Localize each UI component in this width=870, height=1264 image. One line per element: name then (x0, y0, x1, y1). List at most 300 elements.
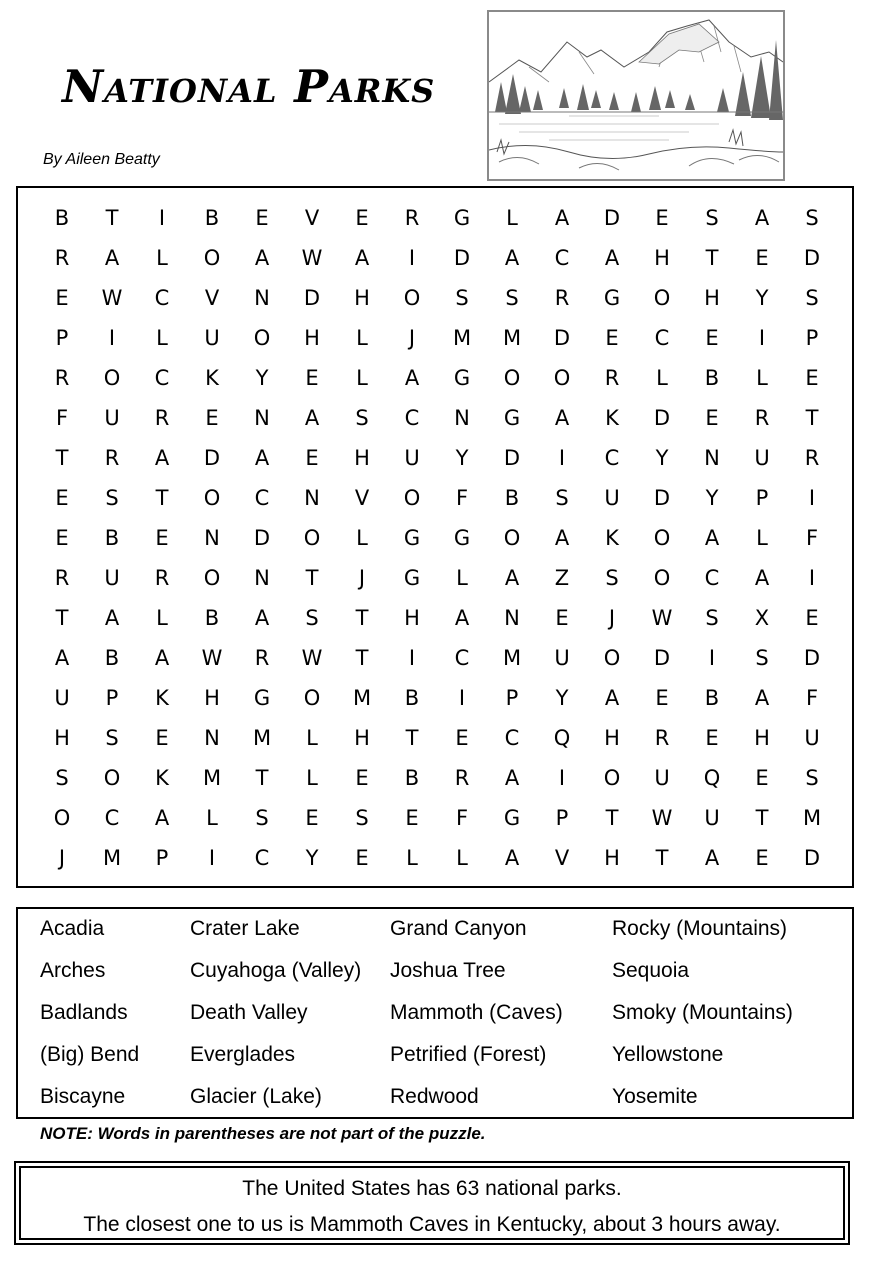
grid-letter: C (404, 406, 420, 430)
grid-letter: F (805, 526, 819, 550)
fact-box-inner (19, 1166, 845, 1240)
grid-letter: R (154, 566, 170, 590)
grid-row (18, 598, 852, 638)
grid-letter: R (254, 646, 270, 670)
grid-letter: P (755, 486, 769, 510)
grid-letter: T (155, 486, 169, 510)
grid-letter: M (352, 686, 372, 710)
grid-letter: A (754, 686, 770, 710)
grid-letter: E (305, 806, 319, 830)
grid-letter: M (252, 726, 272, 750)
grid-letter: U (754, 446, 770, 470)
grid-letter: R (554, 286, 570, 310)
grid-letter: F (805, 686, 819, 710)
grid-letter: J (358, 566, 366, 590)
grid-letter: A (504, 846, 520, 870)
grid-letter: U (654, 766, 670, 790)
grid-letter: S (255, 806, 269, 830)
grid-letter: E (205, 406, 219, 430)
grid-letter: A (504, 246, 520, 270)
grid-letter: T (255, 766, 269, 790)
page-title: National Parks (62, 60, 436, 113)
grid-letter: H (754, 726, 770, 750)
grid-letter: A (704, 526, 720, 550)
grid-letter: U (404, 446, 420, 470)
grid-letter: J (608, 606, 616, 630)
grid-letter: E (155, 526, 169, 550)
word-list-item: Arches (40, 959, 106, 982)
grid-letter: H (204, 686, 220, 710)
grid-letter: O (203, 566, 221, 590)
grid-letter: O (503, 526, 521, 550)
grid-letter: P (505, 686, 519, 710)
grid-letter: D (603, 206, 621, 230)
grid-letter: S (805, 766, 819, 790)
grid-letter: Z (554, 566, 570, 590)
word-list-item: Sequoia (612, 959, 690, 982)
grid-letter: B (104, 526, 120, 550)
grid-letter: O (653, 566, 671, 590)
grid-letter: U (804, 726, 820, 750)
grid-letter: L (456, 846, 468, 870)
grid-row (18, 238, 852, 278)
grid-letter: K (205, 366, 219, 390)
grid-letter: L (456, 566, 468, 590)
grid-letter: I (708, 646, 716, 670)
grid-letter: T (655, 846, 669, 870)
grid-letter: L (156, 246, 168, 270)
grid-letter: E (755, 846, 769, 870)
grid-letter: D (203, 446, 221, 470)
grid-letter: A (104, 246, 120, 270)
grid-row (18, 398, 852, 438)
grid-letter: K (605, 526, 619, 550)
grid-letter: W (651, 606, 673, 630)
grid-letter: L (506, 206, 518, 230)
grid-letter: D (553, 326, 571, 350)
grid-letter: L (356, 366, 368, 390)
grid-letter: D (653, 486, 671, 510)
grid-row (18, 318, 852, 358)
grid-letter: E (305, 366, 319, 390)
grid-letter: L (356, 526, 368, 550)
grid-letter: T (55, 606, 69, 630)
grid-letter: K (155, 766, 169, 790)
grid-letter: S (355, 406, 369, 430)
grid-row (18, 678, 852, 718)
grid-letter: S (55, 766, 69, 790)
grid-letter: A (254, 446, 270, 470)
grid-letter: W (301, 246, 323, 270)
grid-letter: E (655, 206, 669, 230)
grid-letter: A (704, 846, 720, 870)
grid-letter: E (555, 606, 569, 630)
grid-letter: N (454, 406, 470, 430)
grid-letter: D (803, 646, 821, 670)
word-list (16, 907, 854, 1119)
grid-letter: O (103, 366, 121, 390)
grid-letter: L (156, 606, 168, 630)
grid-letter: W (101, 286, 123, 310)
grid-letter: C (104, 806, 120, 830)
grid-letter: A (154, 446, 170, 470)
grid-letter: I (108, 326, 116, 350)
grid-letter: C (604, 446, 620, 470)
grid-letter: B (204, 206, 220, 230)
grid-letter: A (304, 406, 320, 430)
grid-letter: T (305, 566, 319, 590)
grid-letter: S (755, 646, 769, 670)
grid-row (18, 358, 852, 398)
grid-letter: M (802, 806, 822, 830)
grid-letter: E (55, 526, 69, 550)
grid-letter: N (254, 566, 270, 590)
grid-letter: G (503, 806, 521, 830)
grid-letter: S (305, 606, 319, 630)
grid-row (18, 518, 852, 558)
grid-letter: M (202, 766, 222, 790)
grid-letter: A (604, 686, 620, 710)
word-list-item: Badlands (40, 1001, 128, 1024)
grid-letter: T (105, 206, 119, 230)
grid-letter: C (654, 326, 670, 350)
grid-letter: U (604, 486, 620, 510)
grid-letter: Y (255, 366, 269, 390)
grid-letter: A (154, 646, 170, 670)
grid-letter: O (203, 486, 221, 510)
word-list-item: Yosemite (612, 1085, 698, 1108)
grid-letter: E (155, 726, 169, 750)
grid-letter: A (554, 406, 570, 430)
grid-letter: N (204, 726, 220, 750)
grid-letter: O (653, 286, 671, 310)
grid-letter: H (704, 286, 720, 310)
grid-letter: Y (555, 686, 569, 710)
grid-letter: R (654, 726, 670, 750)
grid-letter: E (705, 406, 719, 430)
grid-letter: N (504, 606, 520, 630)
grid-letter: B (704, 686, 720, 710)
word-list-item: Yellowstone (612, 1043, 724, 1066)
grid-letter: N (304, 486, 320, 510)
grid-letter: I (208, 846, 216, 870)
grid-letter: V (354, 486, 370, 510)
grid-letter: O (653, 526, 671, 550)
grid-letter: A (504, 566, 520, 590)
grid-letter: E (605, 326, 619, 350)
grid-row (18, 278, 852, 318)
grid-letter: B (204, 606, 220, 630)
grid-letter: B (54, 206, 70, 230)
word-list-item: Mammoth (Caves) (390, 1001, 563, 1024)
grid-letter: D (653, 646, 671, 670)
grid-letter: F (455, 486, 469, 510)
grid-letter: Y (655, 446, 669, 470)
grid-letter: S (355, 806, 369, 830)
word-list-item: Everglades (190, 1043, 296, 1066)
grid-letter: E (705, 326, 719, 350)
grid-letter: A (504, 766, 520, 790)
grid-letter: B (404, 766, 420, 790)
grid-letter: E (655, 686, 669, 710)
grid-letter: E (355, 846, 369, 870)
grid-letter: G (453, 366, 471, 390)
grid-letter: H (604, 726, 620, 750)
grid-letter: C (704, 566, 720, 590)
grid-letter: I (758, 326, 766, 350)
grid-letter: Y (455, 446, 469, 470)
grid-letter: L (206, 806, 218, 830)
grid-letter: H (354, 726, 370, 750)
grid-letter: T (705, 246, 719, 270)
grid-letter: E (355, 766, 369, 790)
grid-letter: A (254, 606, 270, 630)
grid-letter: P (55, 326, 69, 350)
grid-letter: A (554, 206, 570, 230)
word-list-item: Crater Lake (190, 917, 300, 940)
grid-letter: O (203, 246, 221, 270)
grid-letter: T (805, 406, 819, 430)
grid-letter: M (452, 326, 472, 350)
grid-letter: H (404, 606, 420, 630)
grid-letter: J (408, 326, 416, 350)
grid-letter: N (254, 406, 270, 430)
grid-letter: L (156, 326, 168, 350)
fact-box (14, 1161, 850, 1245)
grid-letter: O (553, 366, 571, 390)
grid-letter: G (253, 686, 271, 710)
grid-letter: R (404, 206, 420, 230)
grid-letter: O (303, 526, 321, 550)
grid-row (18, 838, 852, 878)
grid-letter: A (254, 246, 270, 270)
grid-letter: A (754, 206, 770, 230)
grid-letter: U (54, 686, 70, 710)
word-list-item: Joshua Tree (390, 959, 506, 982)
grid-letter: V (304, 206, 320, 230)
grid-letter: P (805, 326, 819, 350)
grid-letter: A (54, 646, 70, 670)
grid-letter: E (455, 726, 469, 750)
grid-letter: S (105, 486, 119, 510)
grid-letter: G (403, 566, 421, 590)
grid-letter: Y (305, 846, 319, 870)
grid-letter: T (605, 806, 619, 830)
grid-letter: A (354, 246, 370, 270)
grid-letter: R (154, 406, 170, 430)
grid-letter: S (805, 206, 819, 230)
grid-letter: B (704, 366, 720, 390)
grid-letter: L (356, 326, 368, 350)
grid-row (18, 558, 852, 598)
grid-letter: I (558, 446, 566, 470)
grid-letter: G (503, 406, 521, 430)
grid-letter: U (554, 646, 570, 670)
grid-letter: U (704, 806, 720, 830)
grid-letter: S (705, 206, 719, 230)
grid-letter: A (554, 526, 570, 550)
grid-letter: J (58, 846, 66, 870)
grid-letter: Y (755, 286, 769, 310)
grid-letter: D (803, 246, 821, 270)
grid-letter: E (305, 446, 319, 470)
grid-letter: S (505, 286, 519, 310)
grid-row (18, 438, 852, 478)
grid-letter: D (303, 286, 321, 310)
word-list-item: Acadia (40, 917, 105, 940)
grid-letter: R (54, 246, 70, 270)
grid-letter: X (754, 606, 770, 630)
grid-letter: R (804, 446, 820, 470)
grid-letter: C (554, 246, 570, 270)
grid-letter: E (805, 366, 819, 390)
grid-letter: O (103, 766, 121, 790)
grid-letter: O (53, 806, 71, 830)
grid-letter: I (458, 686, 466, 710)
grid-letter: G (603, 286, 621, 310)
grid-letter: W (201, 646, 223, 670)
grid-letter: O (403, 286, 421, 310)
grid-letter: C (154, 366, 170, 390)
grid-letter: R (454, 766, 470, 790)
grid-letter: A (454, 606, 470, 630)
grid-letter: D (253, 526, 271, 550)
grid-row (18, 638, 852, 678)
grid-letter: V (204, 286, 220, 310)
grid-letter: F (455, 806, 469, 830)
grid-letter: A (154, 806, 170, 830)
grid-letter: G (453, 526, 471, 550)
grid-letter: H (54, 726, 70, 750)
grid-letter: H (354, 286, 370, 310)
word-list-item: Redwood (390, 1085, 479, 1108)
grid-row (18, 798, 852, 838)
grid-letter: S (805, 286, 819, 310)
grid-letter: E (755, 766, 769, 790)
grid-letter: E (55, 286, 69, 310)
grid-letter: U (104, 406, 120, 430)
author-byline: By Aileen Beatty (43, 151, 160, 168)
word-list-item: (Big) Bend (40, 1043, 140, 1066)
grid-letter: U (104, 566, 120, 590)
word-list-item: Biscayne (40, 1085, 126, 1108)
grid-letter: V (554, 846, 570, 870)
grid-letter: L (756, 526, 768, 550)
grid-letter: Q (553, 726, 571, 750)
grid-letter: R (54, 366, 70, 390)
grid-letter: R (604, 366, 620, 390)
grid-letter: S (705, 606, 719, 630)
grid-letter: N (204, 526, 220, 550)
word-list-item: Grand Canyon (390, 917, 527, 940)
word-list-item: Glacier (Lake) (190, 1085, 322, 1108)
grid-letter: A (754, 566, 770, 590)
grid-letter: O (403, 486, 421, 510)
grid-letter: S (555, 486, 569, 510)
grid-letter: O (603, 766, 621, 790)
grid-letter: C (504, 726, 520, 750)
grid-letter: T (755, 806, 769, 830)
grid-letter: I (408, 646, 416, 670)
grid-letter: P (105, 686, 119, 710)
grid-letter: B (404, 686, 420, 710)
grid-letter: I (408, 246, 416, 270)
note-text: NOTE: Words in parentheses are not part of the puzzle. (40, 1124, 486, 1143)
grid-letter: E (255, 206, 269, 230)
grid-letter: L (656, 366, 668, 390)
grid-letter: D (453, 246, 471, 270)
grid-letter: B (104, 646, 120, 670)
grid-letter: O (253, 326, 271, 350)
grid-letter: L (406, 846, 418, 870)
grid-letter: O (603, 646, 621, 670)
grid-letter: W (651, 806, 673, 830)
grid-letter: L (306, 726, 318, 750)
grid-letter: D (653, 406, 671, 430)
grid-letter: I (808, 486, 816, 510)
word-list-item: Smoky (Mountains) (612, 1001, 793, 1024)
grid-letter: C (254, 846, 270, 870)
word-list-item: Petrified (Forest) (390, 1043, 547, 1066)
grid-letter: H (654, 246, 670, 270)
grid-letter: P (555, 806, 569, 830)
grid-letter: C (254, 486, 270, 510)
grid-letter: G (453, 206, 471, 230)
grid-letter: C (154, 286, 170, 310)
grid-letter: F (55, 406, 69, 430)
grid-letter: K (155, 686, 169, 710)
fact-line-2: The closest one to us is Mammoth Caves in Kentucky, about 3 hours away. (83, 1213, 781, 1236)
grid-letter: N (254, 286, 270, 310)
word-list-item: Death Valley (190, 1001, 308, 1024)
grid-letter: E (705, 726, 719, 750)
grid-letter: K (605, 406, 619, 430)
grid-row (18, 478, 852, 518)
grid-letter: O (303, 686, 321, 710)
word-list-item: Cuyahoga (Valley) (190, 959, 362, 982)
grid-letter: R (54, 566, 70, 590)
grid-letter: M (502, 326, 522, 350)
grid-letter: T (355, 606, 369, 630)
grid-letter: S (105, 726, 119, 750)
grid-letter: O (503, 366, 521, 390)
grid-letter: R (104, 446, 120, 470)
grid-row (18, 198, 852, 238)
grid-letter: I (808, 566, 816, 590)
grid-letter: N (704, 446, 720, 470)
grid-letter: Y (705, 486, 719, 510)
grid-letter: G (403, 526, 421, 550)
grid-letter: A (404, 366, 420, 390)
grid-letter: S (455, 286, 469, 310)
grid-letter: D (803, 846, 821, 870)
mountain-lake-illustration (487, 10, 785, 181)
grid-letter: A (604, 246, 620, 270)
grid-letter: W (301, 646, 323, 670)
grid-letter: D (503, 446, 521, 470)
fact-line-1: The United States has 63 national parks. (242, 1177, 622, 1200)
grid-letter: H (604, 846, 620, 870)
grid-letter: M (502, 646, 522, 670)
grid-letter: T (55, 446, 69, 470)
grid-letter: E (55, 486, 69, 510)
grid-letter: U (204, 326, 220, 350)
grid-letter: Q (703, 766, 721, 790)
grid-letter: L (756, 366, 768, 390)
grid-letter: T (405, 726, 419, 750)
grid-letter: E (405, 806, 419, 830)
word-search-grid (16, 186, 854, 888)
